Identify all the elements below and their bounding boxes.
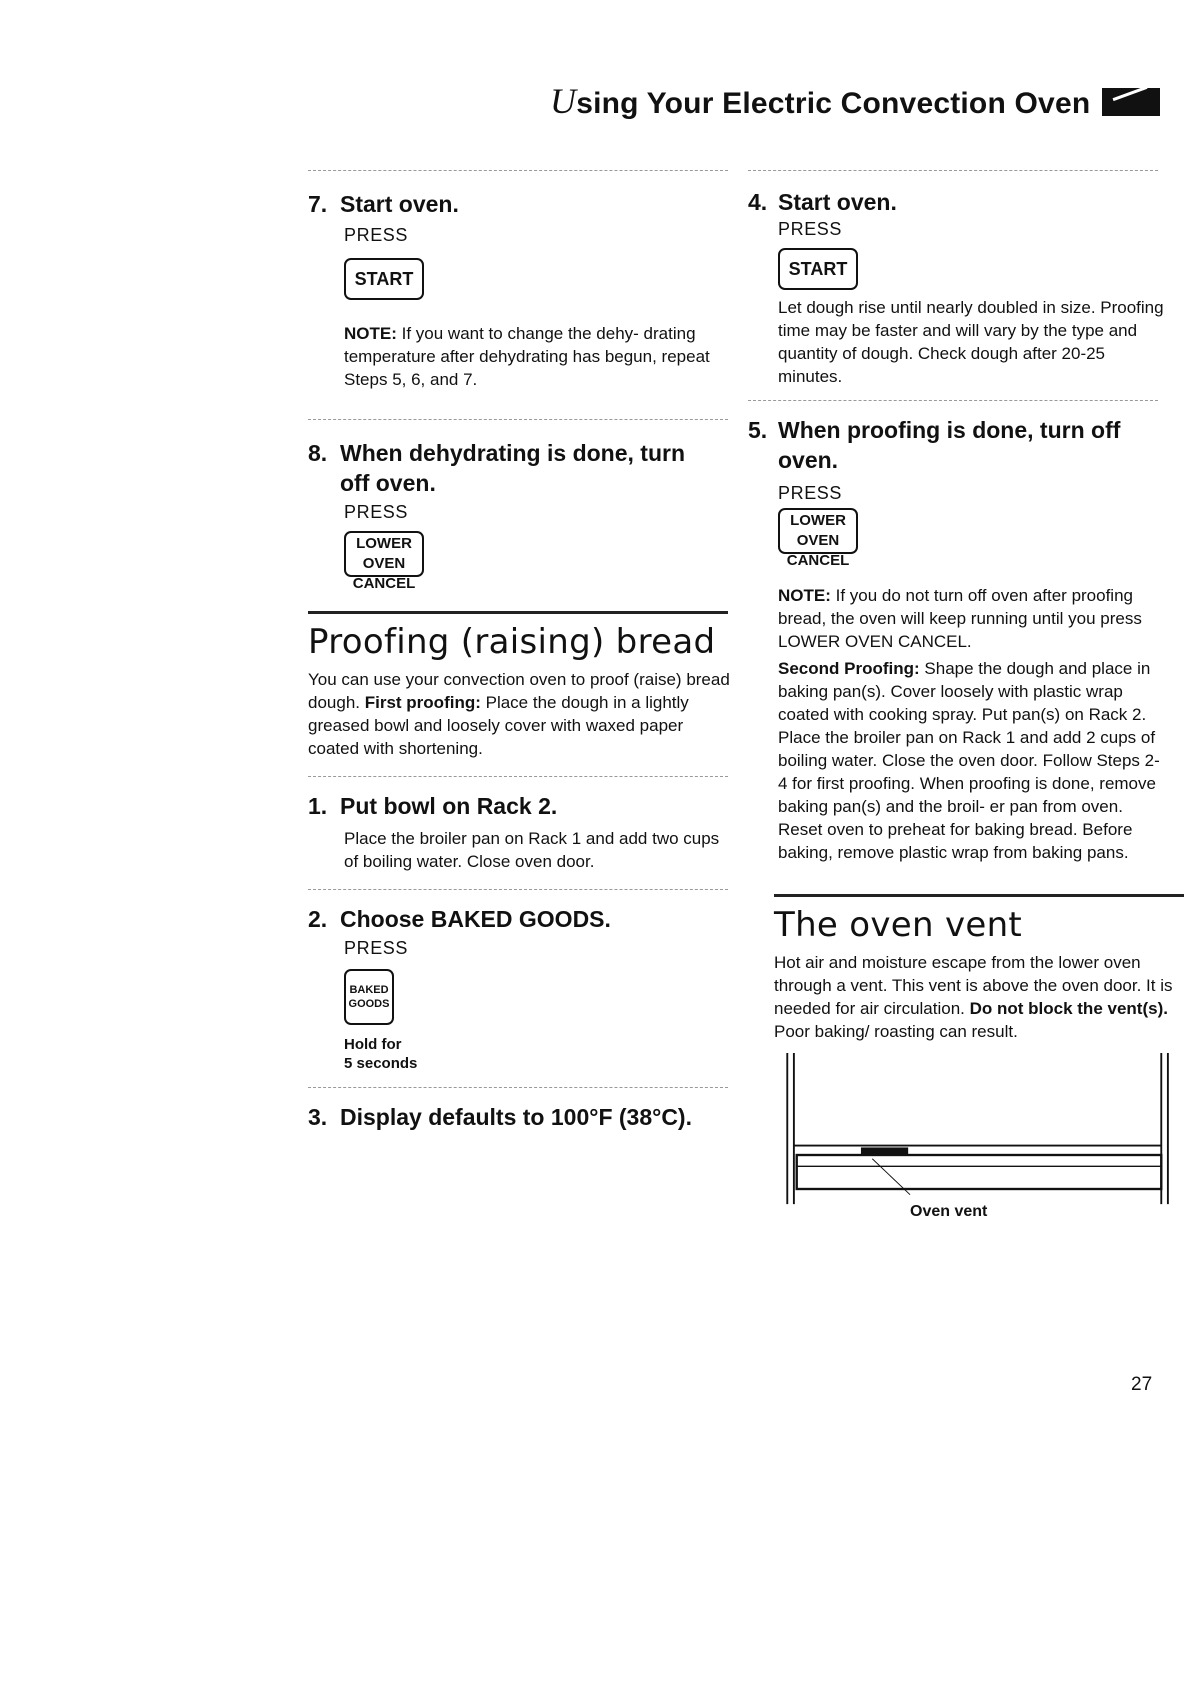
start-key: START — [778, 248, 858, 290]
key-line-2: CANCEL — [786, 552, 850, 569]
step-number: 1. — [308, 793, 328, 819]
lower-oven-cancel-key — [344, 531, 424, 592]
proofing-section — [308, 620, 738, 760]
hold-instruction — [308, 1035, 738, 1073]
vent-bold: Do not block the vent(s). — [969, 999, 1168, 1018]
section-divider — [308, 611, 728, 614]
brand-logo-icon — [1102, 88, 1160, 116]
key-line-2: GOODS — [348, 998, 390, 1010]
step-text: Place the broiler pan on Rack 1 and add two cups of boiling water. Close oven door. — [344, 829, 720, 871]
step-heading: When proofing is done, turn off oven. — [778, 417, 1121, 473]
step-title — [748, 415, 1168, 475]
step-title — [308, 189, 738, 219]
note-label: NOTE: — [344, 324, 397, 343]
divider — [308, 776, 728, 777]
key-line-2: CANCEL — [352, 575, 416, 592]
step-number: 8. — [308, 440, 328, 466]
second-proofing-body: Shape the dough and place in baking pan(s). Cover loosely with plastic wrap coated with cooking spray. Put pan(s) on Rack 2. Place the broiler pan on Rack 1 and add 2 cups of boiling water. Close the oven door. Follow Steps 2-4 for first proofing. When proofing is done, remove baking pan(s) and the broil- er pan from oven. Reset oven to preheat for baking bread. Before baking, remove plastic wrap from baking pans. — [778, 659, 1160, 862]
vent-text-b: Poor baking/ roasting can result. — [774, 1022, 1018, 1041]
left-column — [308, 170, 738, 1132]
vent-figure-label: Oven vent — [910, 1203, 988, 1220]
note-text — [308, 322, 728, 391]
step-heading: When dehydrating is done, turn off oven. — [340, 440, 685, 496]
vent-text — [774, 951, 1174, 1043]
step-text: Let dough rise until nearly doubled in size. Proofing time may be faster and will vary by the type and quantity of dough. Check dough after 20-25 minutes. — [778, 298, 1164, 386]
note-body: If you do not turn off oven after proofing bread, the oven will keep running until you press LOWER OVEN CANCEL. — [778, 586, 1142, 651]
step-number: 4. — [748, 189, 768, 215]
step-heading: Put bowl on Rack 2. — [340, 793, 558, 819]
step-number: 5. — [748, 417, 768, 443]
proofing-intro — [308, 668, 738, 760]
step-heading: Display defaults to 100°F (38°C). — [340, 1104, 692, 1130]
press-label: PRESS — [344, 938, 409, 958]
hold-line-2: 5 seconds — [344, 1055, 418, 1072]
step-1 — [308, 791, 738, 873]
step-heading: Start oven. — [340, 191, 459, 217]
second-proofing-text — [748, 657, 1168, 864]
step-7 — [308, 189, 738, 391]
step-title — [308, 904, 738, 934]
section-title: The oven vent — [774, 905, 1023, 945]
note-body: If you want to change the dehy- drating temperature after dehydrating has begun, repeat Steps 5, 6, and 7. — [344, 324, 710, 389]
intro-text-a: You can use your convection oven to proof (raise) bread dough. — [308, 670, 730, 712]
divider — [308, 889, 728, 890]
step-title — [748, 187, 1168, 217]
divider — [308, 1087, 728, 1088]
step-number: 2. — [308, 906, 328, 932]
step-4 — [748, 187, 1168, 388]
key-line-1: BAKED — [349, 984, 389, 996]
section-divider — [774, 894, 1184, 897]
note-text — [748, 584, 1168, 653]
press-label: PRESS — [344, 225, 409, 245]
page-title — [550, 80, 1090, 122]
section-title: Proofing (raising) bread — [308, 622, 716, 662]
press-label: PRESS — [778, 219, 843, 239]
second-proofing-label: Second Proofing: — [778, 659, 920, 678]
step-title — [308, 791, 738, 821]
key-line-1: LOWER OVEN — [356, 535, 412, 572]
lower-oven-cancel-key — [778, 508, 858, 569]
step-title — [308, 1102, 738, 1132]
page-header — [550, 80, 1190, 130]
baked-goods-key — [344, 969, 394, 1025]
right-column — [748, 170, 1173, 1233]
start-key: START — [344, 258, 424, 300]
page-number: 27 — [1131, 1374, 1153, 1395]
step-3 — [308, 1102, 738, 1132]
step-heading: Choose BAKED GOODS. — [340, 906, 611, 932]
oven-vent-diagram — [774, 1053, 1184, 1223]
intro-text-b: Place the dough in a lightly greased bowl and loosely cover with waxed paper coated with shortening. — [308, 693, 689, 758]
step-heading: Start oven. — [778, 189, 897, 215]
step-8 — [308, 438, 738, 593]
step-5 — [748, 415, 1168, 864]
title-initial: U — [550, 81, 577, 121]
hold-line-1: Hold for — [344, 1036, 402, 1053]
step-title — [308, 438, 738, 498]
title-rest: sing Your Electric Convection Oven — [576, 87, 1091, 120]
note-label: NOTE: — [778, 586, 831, 605]
divider — [308, 170, 728, 171]
step-2 — [308, 904, 738, 1073]
divider — [308, 419, 728, 420]
intro-bold: First proofing: — [364, 693, 481, 712]
press-label: PRESS — [344, 502, 409, 522]
press-label: PRESS — [778, 483, 843, 503]
vent-text-a: Hot air and moisture escape from the lower oven through a vent. This vent is above the oven door. It is needed for air circulation. — [774, 953, 1173, 1018]
divider — [748, 170, 1158, 171]
step-number: 7. — [308, 191, 328, 217]
step-number: 3. — [308, 1104, 328, 1130]
oven-vent-section — [748, 903, 1173, 1233]
key-line-1: LOWER OVEN — [790, 512, 846, 549]
divider — [748, 400, 1158, 401]
